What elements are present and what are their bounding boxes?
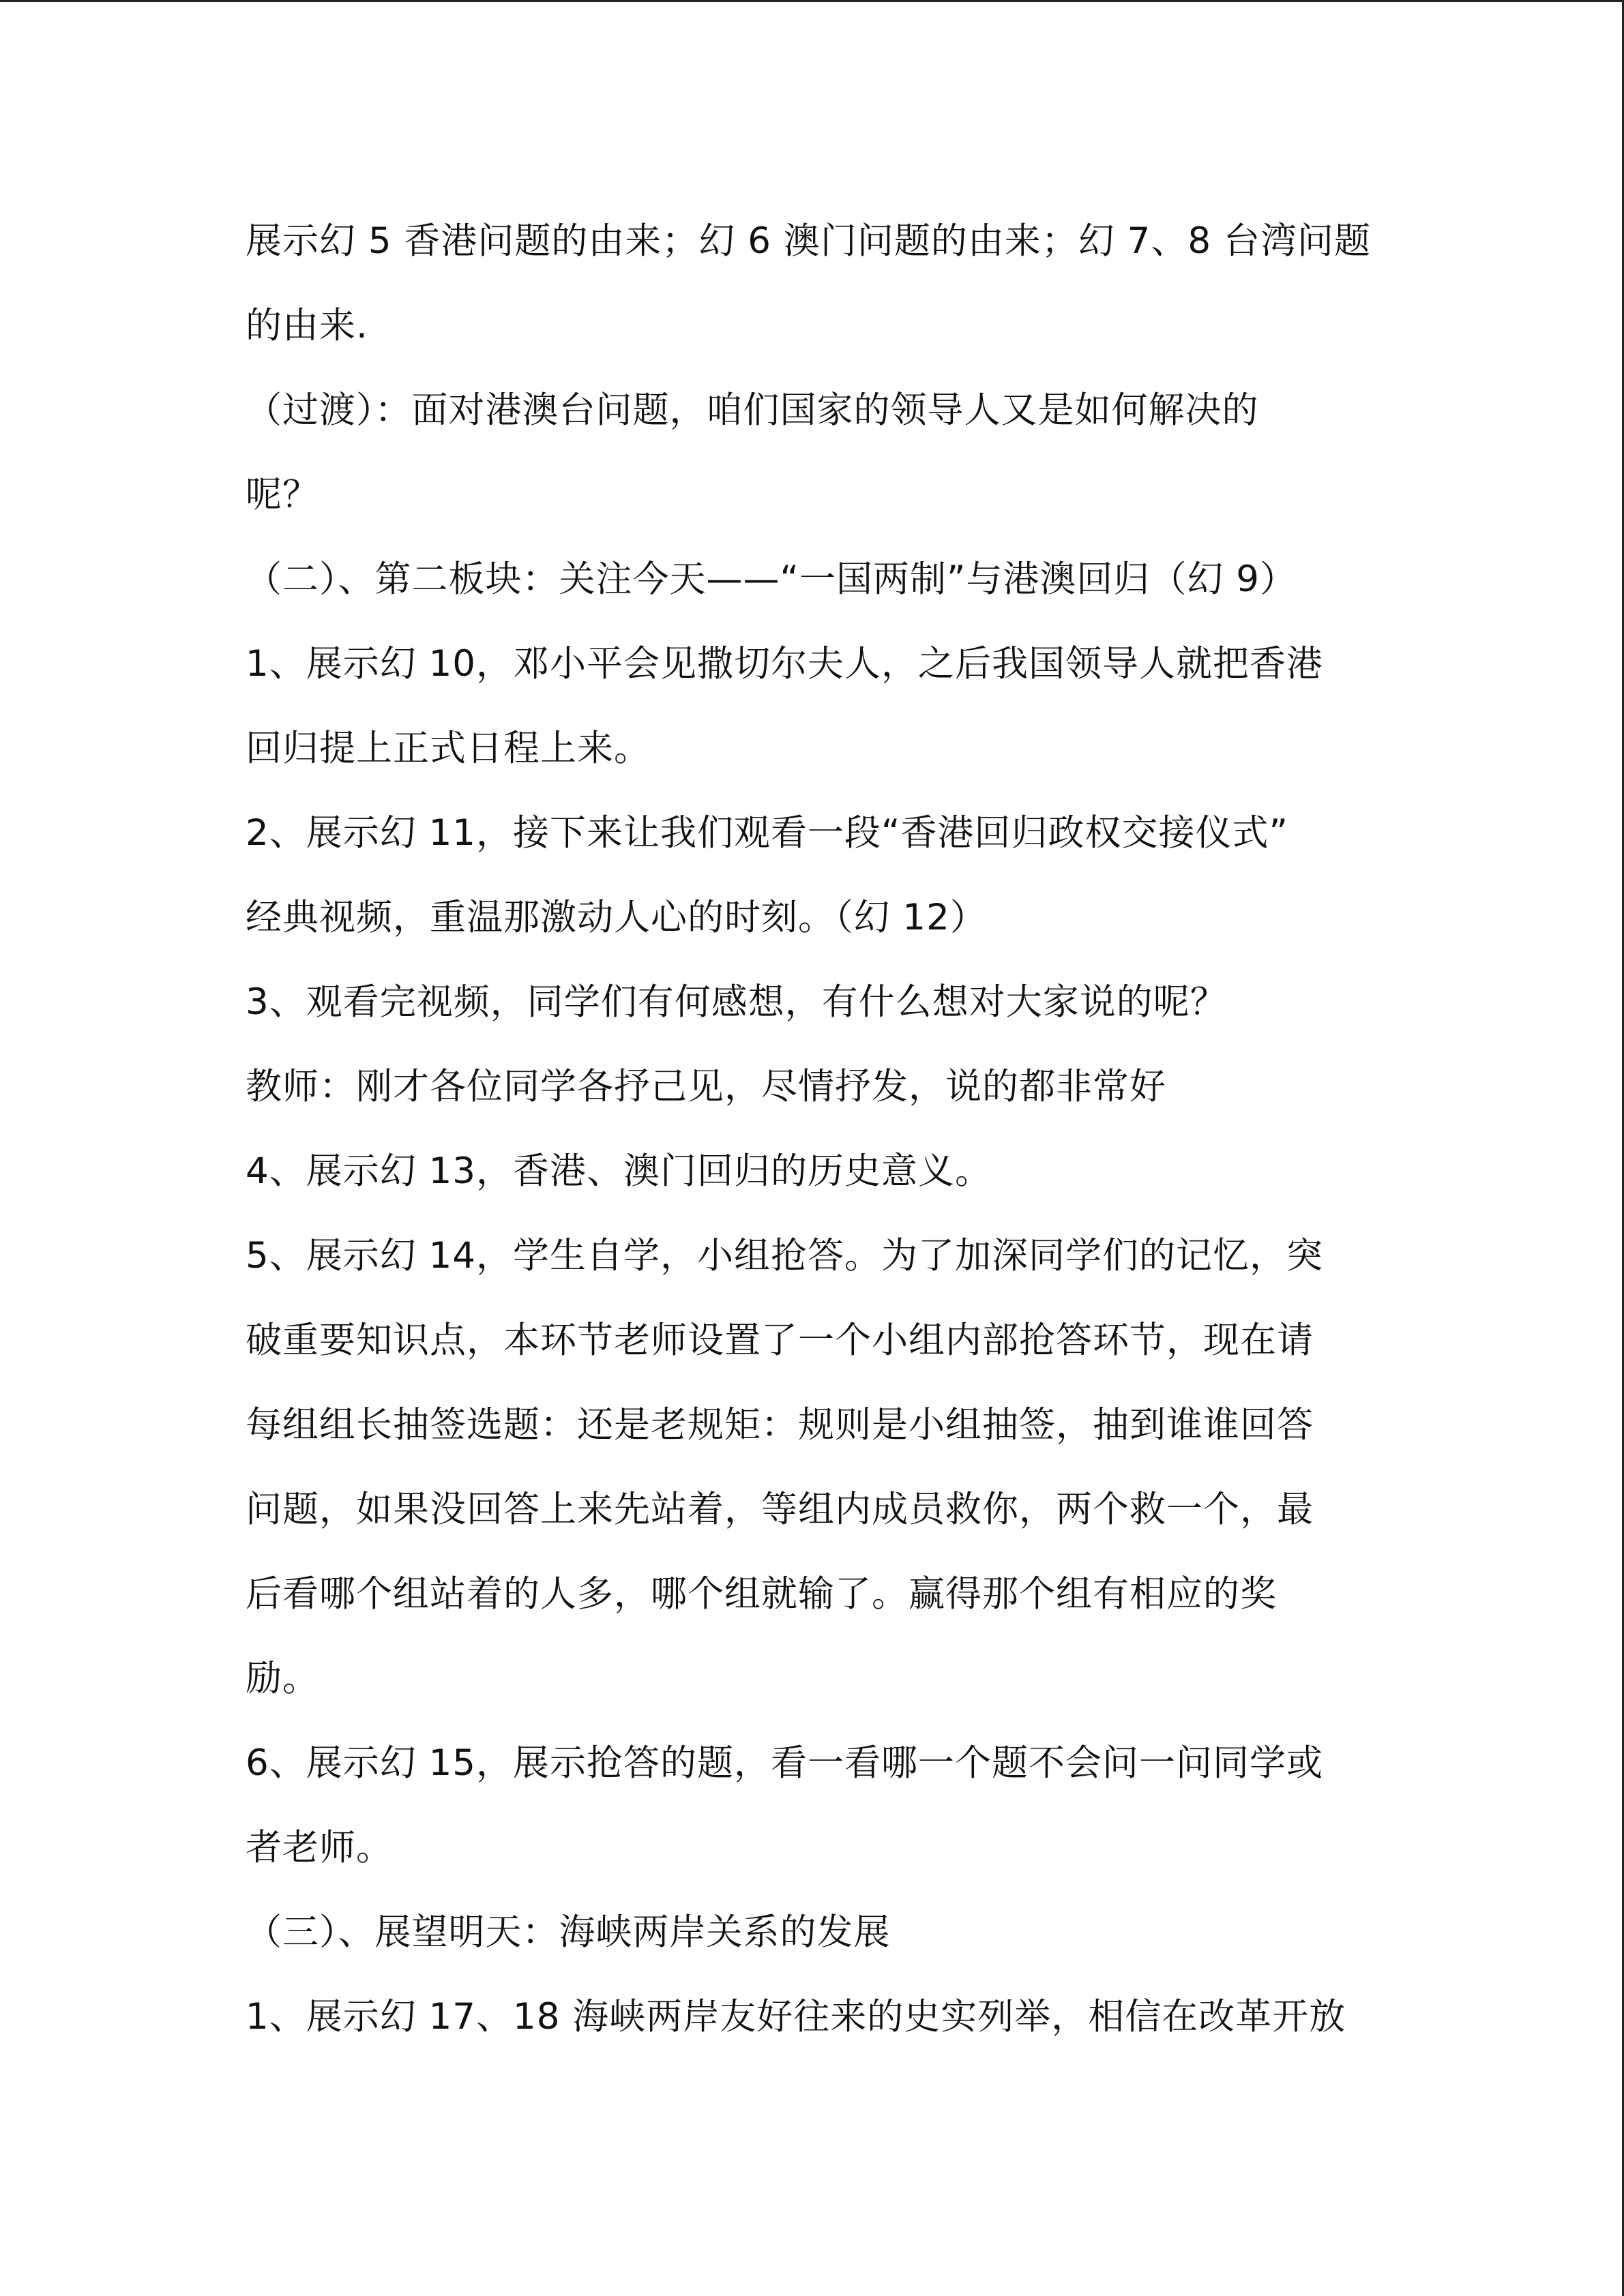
- text-line: 问题，如果没回答上来先站着，等组内成员救你，两个救一个，最: [246, 1489, 1314, 1530]
- text-line: 破重要知识点，本环节老师设置了一个小组内部抢答环节，现在请: [246, 1320, 1314, 1361]
- text-line: 的由来.: [246, 305, 368, 346]
- text-line: 呢？: [246, 474, 319, 516]
- text-line: 经典视频，重温那激动人心的时刻。（幻 12）: [246, 897, 987, 938]
- section-heading: （三）、展望明天：海峡两岸关系的发展: [246, 1911, 891, 1953]
- text-line: 励。: [246, 1658, 319, 1699]
- text-line: 后看哪个组站着的人多，哪个组就输了。赢得那个组有相应的奖: [246, 1573, 1277, 1615]
- page-border-top: [0, 0, 1624, 2]
- text-line: 回归提上正式日程上来。: [246, 728, 651, 769]
- text-line: 展示幻 5 香港问题的由来；幻 6 澳门问题的由来；幻 7、8 台湾问题: [246, 220, 1371, 262]
- text-line: 4、展示幻 13，香港、澳门回归的历史意义。: [246, 1150, 992, 1192]
- text-line: 5、展示幻 14，学生自学，小组抢答。为了加深同学们的记忆，突: [246, 1235, 1324, 1277]
- text-line: 3、观看完视频，同学们有何感想，有什么想对大家说的呢？: [246, 981, 1227, 1023]
- text-line: （过渡）：面对港澳台问题，咱们国家的领导人又是如何解决的: [246, 389, 1259, 431]
- text-line: 6、展示幻 15，展示抢答的题，看一看哪一个题不会问一问同学或: [246, 1742, 1324, 1784]
- text-line: 1、展示幻 10，邓小平会见撒切尔夫人，之后我国领导人就把香港: [246, 643, 1324, 685]
- text-line: 1、展示幻 17、18 海峡两岸友好往来的史实列举，相信在改革开放: [246, 1996, 1346, 2038]
- text-line: 每组组长抽签选题：还是老规矩：规则是小组抽签，抽到谁谁回答: [246, 1404, 1314, 1446]
- text-line: 教师：刚才各位同学各抒己见，尽情抒发，说的都非常好: [246, 1066, 1166, 1107]
- text-line: 2、展示幻 11，接下来让我们观看一段“香港回归政权交接仪式”: [246, 812, 1288, 854]
- text-line: 者老师。: [246, 1827, 393, 1868]
- document-body: [246, 199, 1378, 2059]
- section-heading: （二）、第二板块：关注今天——“一国两制”与港澳回归（幻 9）: [246, 558, 1297, 600]
